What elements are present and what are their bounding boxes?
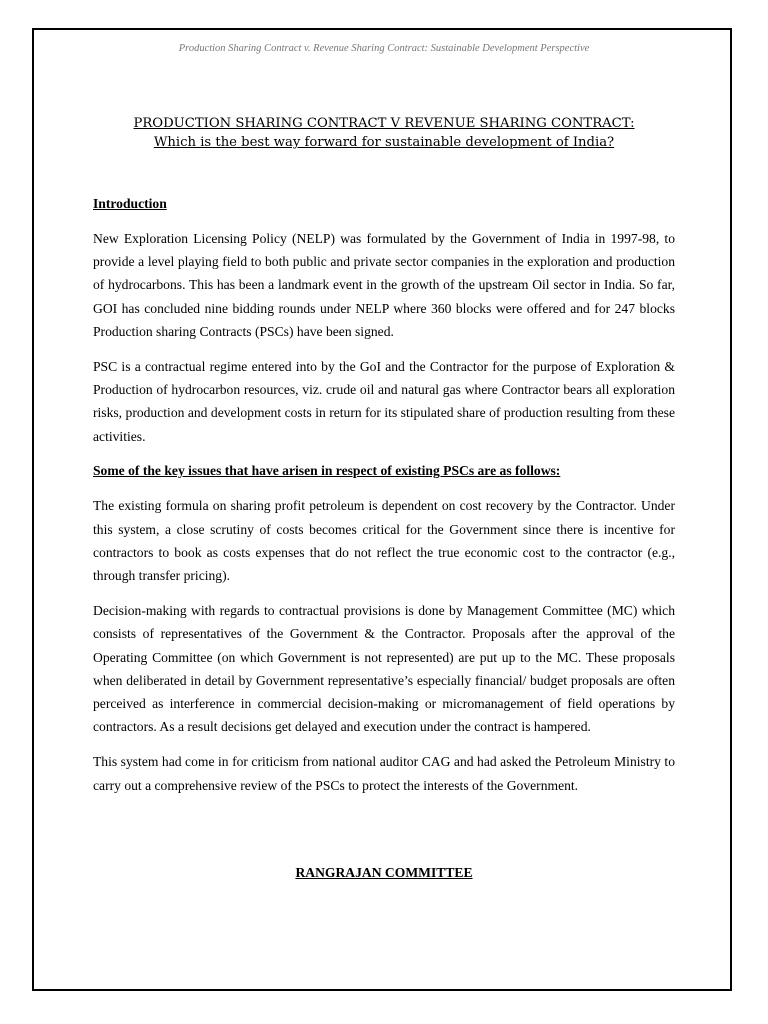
intro-paragraph-2: PSC is a contractual regime entered into by the GoI and the Contractor for the purpose of Exploration & Production of hydrocarbon resources, viz. crude oil and natural gas where Contractor bears all exploration risks, production and development costs in return for its stipulated share of production resulting from these activities. <box>93 358 675 444</box>
document-title <box>0 114 768 152</box>
introduction-heading: Introduction <box>93 196 167 211</box>
title-line-1: PRODUCTION SHARING CONTRACT V REVENUE SHARING CONTRACT: <box>133 116 635 131</box>
running-header: Production Sharing Contract v. Revenue Sharing Contract: Sustainable Development Perspective <box>178 43 590 54</box>
title-line-2: Which is the best way forward for sustainable development of India? <box>153 135 615 150</box>
rangrajan-committee-heading: RANGRAJAN COMMITTEE <box>295 865 473 880</box>
key-issues-paragraph-3: This system had come in for criticism from national auditor CAG and had asked the Petroleum Ministry to carry out a comprehensive review of the PSCs to protect the interests of the Government. <box>93 754 675 793</box>
key-issues-paragraph-2: Decision-making with regards to contractual provisions is done by Management Committee (MC) which consists of representatives of the Government & the Contractor. Proposals after the approval of the Operating Committee (on which Government is not represented) are put up to the MC. These proposals when deliberated in detail by Government representative’s especially financial/ budget proposals are often perceived as interference in commercial decision-making or micromanagement of field operations by contractors. As a result decisions get delayed and execution under the contract is hampered. <box>93 602 675 735</box>
key-issues-heading: Some of the key issues that have arisen in respect of existing PSCs are as follows: <box>93 463 561 479</box>
key-issues-paragraph-1: The existing formula on sharing profit petroleum is dependent on cost recovery by the Contractor. Under this system, a close scrutiny of costs becomes critical for the Government since there is incentive for contractors to book as costs expenses that do not reflect the true economic cost to the contractor (e.g., through transfer pricing). <box>93 498 675 584</box>
intro-paragraph-1: New Exploration Licensing Policy (NELP) was formulated by the Government of India in 1997-98, to provide a level playing field to both public and private sector companies in the exploration and production of hydrocarbons. This has been a landmark event in the growth of the upstream Oil sector in India. So far, GOI has concluded nine bidding rounds under NELP where 360 blocks were offered and for 247 blocks Production sharing Contracts (PSCs) have been signed. <box>93 230 675 339</box>
body-content <box>93 192 675 808</box>
